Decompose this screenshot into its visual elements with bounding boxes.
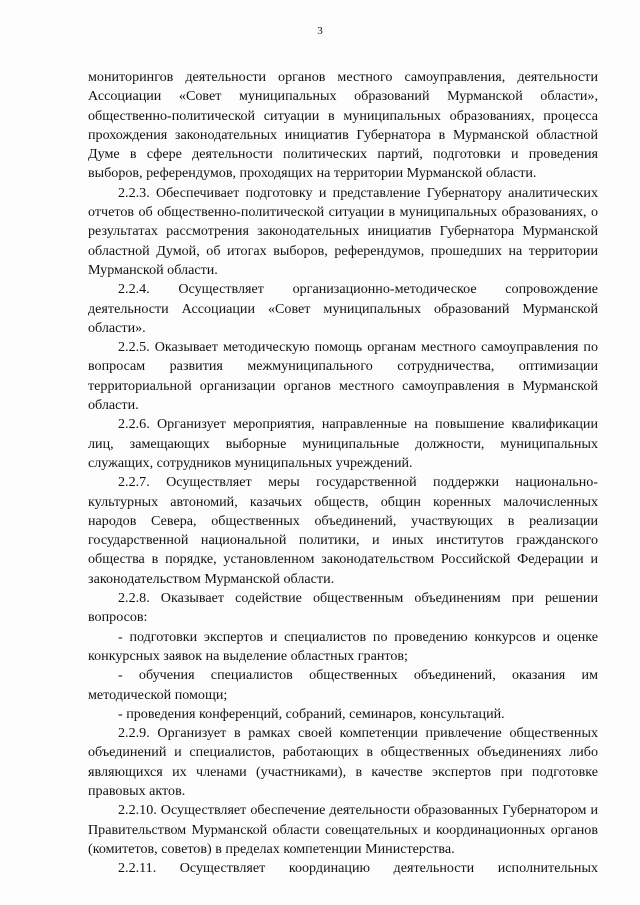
page-number: 3 bbox=[317, 25, 323, 37]
paragraph-2-2-11: 2.2.11. Осуществляет координацию деятельности исполнительных bbox=[118, 860, 598, 877]
list-item-training: - обучения специалистов общественных объединений, оказания им методической помощи; bbox=[88, 667, 598, 703]
paragraph-continuation: мониторингов деятельности органов местного самоуправления, деятельности Ассоциации «Совет муниципальных образований Мурманской области», общественно-политической ситуации в муниципальных образованиях, процесса прохождения законодательных инициатив Губернатора в Мурманской областной Думе в сфере деятельности политических партий, подготовки и проведения выборов, референдумов, проходящих на территории Мурманской области. bbox=[88, 69, 598, 182]
paragraph-2-2-4: 2.2.4. Осуществляет организационно-методическое сопровождение деятельности Ассоциации «Совет муниципальных образований Мурманской области». bbox=[88, 281, 598, 336]
paragraph-2-2-3: 2.2.3. Обеспечивает подготовку и представление Губернатору аналитических отчетов об общественно-политической ситуации в муниципальных образованиях, о результатах рассмотрения законодательных инициатив Губернатора Мурманской областной Думой, об итогах выборов, референдумов, прошедших на территории Мурманской области. bbox=[88, 184, 598, 278]
list-item-experts: - подготовки экспертов и специалистов по проведению конкурсов и оценке конкурсных заявок на выделение областных грантов; bbox=[88, 628, 598, 664]
paragraph-2-2-6: 2.2.6. Организует мероприятия, направленные на повышение квалификации лиц, замещающих выборные муниципальные должности, муниципальных служащих, сотрудников муниципальных учреждений. bbox=[88, 416, 598, 471]
document-body bbox=[88, 68, 598, 878]
paragraph-2-2-8: 2.2.8. Оказывает содействие общественным объединениям при решении вопросов: bbox=[88, 590, 598, 626]
paragraph-2-2-5: 2.2.5. Оказывает методическую помощь органам местного самоуправления по вопросам развития межмуниципального сотрудничества, оптимизации территориальной организации органов местного самоуправления в Мурманской области. bbox=[88, 339, 598, 414]
paragraph-2-2-10: 2.2.10. Осуществляет обеспечение деятельности образованных Губернатором и Правительством Мурманской области совещательных и координационных органов (комитетов, советов) в пределах компетенции Министерства. bbox=[88, 802, 598, 857]
paragraph-2-2-9: 2.2.9. Организует в рамках своей компетенции привлечение общественных объединений и специалистов, работающих в общественных объединениях либо являющихся их членами (участниками), в качестве экспертов при подготовке правовых актов. bbox=[88, 725, 598, 799]
list-item-conferences: - проведения конференций, собраний, семинаров, консультаций. bbox=[118, 705, 505, 722]
paragraph-2-2-7: 2.2.7. Осуществляет меры государственной поддержки национально-культурных автономий, казачьих обществ, общин коренных малочисленных народов Севера, общественных объединений, участвующих в реализации государственной национальной политики, и иных институтов гражданского общества в порядке, установленном законодательством Российской Федерации и законодательством Мурманской области. bbox=[88, 474, 598, 587]
